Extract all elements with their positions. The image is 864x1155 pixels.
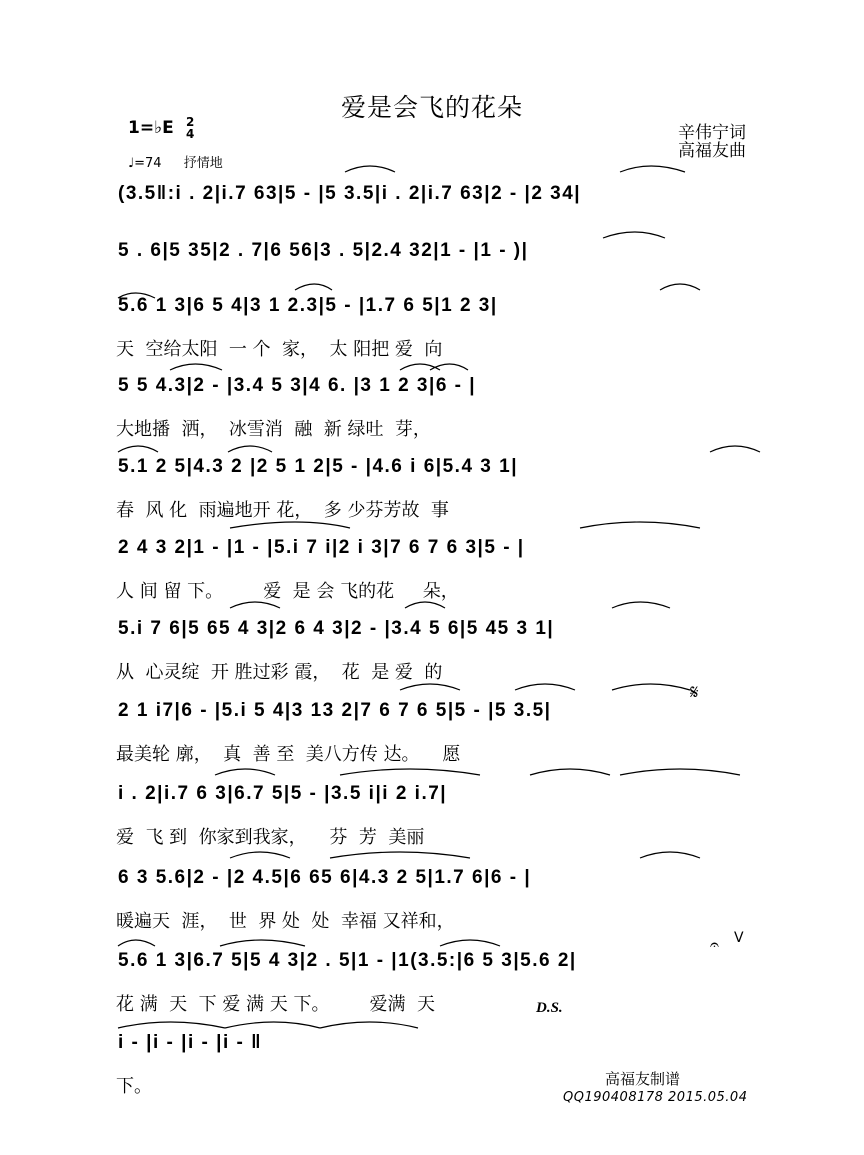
slur — [320, 1022, 418, 1028]
key-signature: 1=♭E — [128, 118, 174, 138]
slur — [400, 684, 460, 690]
notation-line: 5 . 6|5 35|2 . 7|6 56|3 . 5|2.4 32|1 - |1 - )| — [118, 240, 529, 261]
time-signature — [186, 116, 194, 140]
time-bottom: 4 — [186, 127, 195, 141]
slur — [330, 852, 470, 858]
lyrics-line: 最美轮 廓， 真 善 至 美八方传 达。 愿 — [116, 744, 461, 765]
slur — [228, 446, 272, 452]
slur — [440, 940, 500, 946]
slur — [225, 1022, 320, 1028]
slur — [340, 769, 480, 775]
arranger-info: QQ190408178 2015.05.04 — [563, 1090, 748, 1105]
lyrics-line: 大地播 洒， 冰雪消 融 新 绿吐 芽， — [116, 419, 431, 440]
slur — [118, 1022, 225, 1028]
slur — [530, 769, 610, 775]
lyrics-line: 天 空给太阳 一 个 家， 太 阳把 爱 向 — [116, 339, 443, 360]
slur — [612, 684, 690, 690]
slur — [660, 284, 700, 290]
lyrics-line: 从 心灵绽 开 胜过彩 霞， 花 是 爱 的 — [116, 662, 443, 683]
slur — [710, 446, 760, 452]
lyrics-line: 爱 飞 到 你家到我家， 芬 芳 美丽 — [116, 827, 425, 848]
notation-line: 6 3 5.6|2 - |2 4.5|6 65 6|4.3 2 5|1.7 6|6 - | — [118, 867, 532, 888]
notation-line: 5.6 1 3|6.7 5|5 4 3|2 . 5|1 - |1(3.5:|6 5 3|5.6 2| — [118, 950, 577, 971]
slur — [215, 769, 275, 775]
notation-line: 5.6 1 3|6 5 4|3 1 2.3|5 - |1.7 6 5|1 2 3| — [118, 295, 498, 316]
segno-sign: 𝄋 — [690, 680, 699, 704]
notation-line: 2 1 i7|6 - |5.i 5 4|3 13 2|7 6 7 6 5|5 - |5 3.5| — [118, 700, 552, 721]
time-top: 2 — [186, 115, 195, 129]
slur — [345, 166, 395, 172]
slur — [640, 852, 700, 858]
lyrics-line: 下。 — [116, 1076, 152, 1097]
lyrics-line: 暖遍天 涯， 世 界 处 处 幸福 又祥和， — [116, 911, 455, 932]
lyrics-line: 春 风 化 雨遍地开 花， 多 少芬芳故 事 — [116, 500, 449, 521]
lyricist-credit: 辛伟宁词 — [678, 123, 746, 143]
arranger-credit: 高福友制谱 — [605, 1070, 681, 1088]
slur — [430, 364, 468, 370]
notation-line: 5.i 7 6|5 65 4 3|2 6 4 3|2 - |3.4 5 6|5 45 3 1| — [118, 618, 555, 639]
tempo-marking — [128, 152, 223, 171]
slur — [400, 364, 440, 370]
notation-line: 5.1 2 5|4.3 2 |2 5 1 2|5 - |4.6 i 6|5.4 3 1| — [118, 456, 519, 477]
slur — [170, 364, 222, 370]
composer-credit: 高福友曲 — [678, 141, 746, 161]
song-title: 爱是会飞的花朵 — [340, 93, 523, 122]
slur — [580, 522, 700, 528]
lyrics-line: 花 满 天 下 爱 满 天 下。 爱满 天 — [116, 994, 435, 1015]
breath-mark: V — [734, 930, 744, 946]
expression-marking: 抒情地 — [183, 156, 223, 171]
slur — [620, 166, 685, 172]
slur — [220, 940, 305, 946]
slur — [515, 684, 575, 690]
lyrics-line: 人 间 留 下。 爱 是 会 飞的花 朵， — [116, 581, 459, 602]
slur — [230, 522, 350, 528]
ds-marking: D.S. — [536, 1000, 563, 1016]
notation-line: i . 2|i.7 6 3|6.7 5|5 - |3.5 i|i 2 i.7| — [118, 783, 448, 804]
slur — [603, 232, 665, 238]
slur — [612, 602, 670, 608]
fermata-sign: 𝄐 — [710, 935, 719, 954]
slur — [620, 769, 740, 775]
notation-line: (3.5‖:i . 2|i.7 63|5 - |5 3.5|i . 2|i.7 63|2 - |2 34| — [118, 183, 582, 204]
slur — [118, 940, 155, 946]
slur — [295, 284, 332, 290]
slur — [118, 446, 158, 452]
notation-line: 5 5 4.3|2 - |3.4 5 3|4 6. |3 1 2 3|6 - | — [118, 375, 477, 396]
slur — [230, 852, 290, 858]
notation-line: i - |i - |i - |i - ‖ — [118, 1032, 263, 1053]
notation-line: 2 4 3 2|1 - |1 - |5.i 7 i|2 i 3|7 6 7 6 3|5 - | — [118, 537, 525, 558]
tempo-value: ♩=74 — [128, 156, 162, 171]
